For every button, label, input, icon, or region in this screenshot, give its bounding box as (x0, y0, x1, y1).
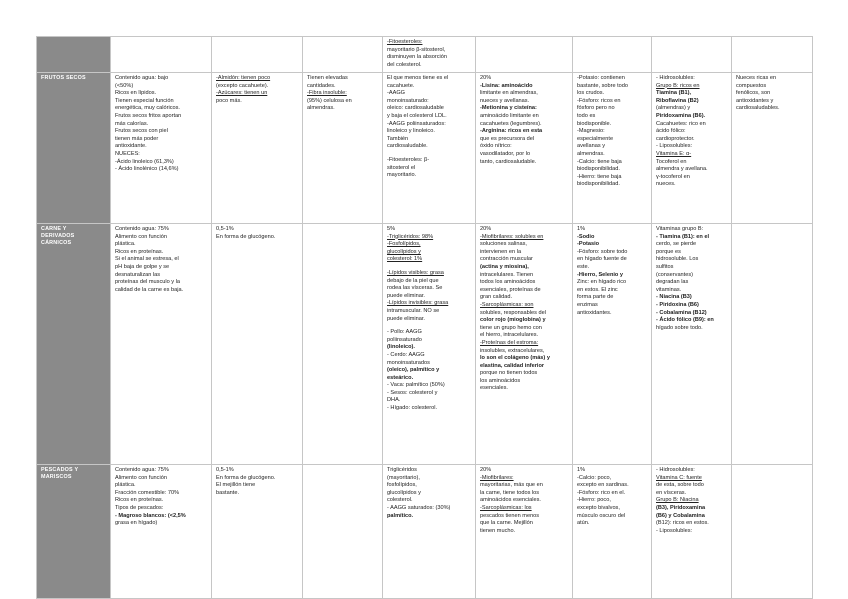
cell-line: -Triglicéridos: 98% (387, 233, 434, 240)
cell-line: fenólicos, son (736, 90, 771, 97)
cell-line: músculo oscuro del (577, 512, 626, 519)
cell-line: tienen más poder (115, 135, 159, 142)
cell-line: (almendras) y (656, 105, 691, 112)
cell-line: este. (577, 263, 590, 270)
cell-line: fósforo pero no (577, 105, 615, 112)
cell-line: hidrosoluble. Los (656, 256, 699, 263)
row-header-label: FRUTOS SECOS (41, 75, 86, 81)
cell-line: - Niacina (B3) (656, 294, 692, 301)
table-cell (111, 37, 212, 73)
cell-line: -Potasio: contienen (577, 75, 625, 81)
cell-line: - Magroso blancos: (<2,5% (115, 512, 186, 519)
cell-line: - AAGG saturados: (30%) (387, 504, 451, 511)
cell-line: disminuyen la absorción (387, 54, 448, 61)
cell-line: (conservantes) (656, 271, 693, 278)
cell-line: colesterol. (387, 497, 413, 504)
cell-line: atún. (577, 520, 590, 527)
cell-line: cacahuete. (387, 82, 415, 89)
table-cell (573, 465, 652, 599)
table-cell (573, 37, 652, 73)
cell-line: Grupo B: Niacina (656, 497, 699, 504)
cell-line: insolubles, extracelulares, (480, 347, 545, 354)
cell-line: (B6) y Cobalamina (656, 512, 705, 519)
cell-line: El mejillón tiene (216, 482, 256, 489)
cell-line: En forma de glucógeno. (216, 474, 276, 481)
cell-line: intracelulares. Tienen (480, 271, 534, 278)
cell-line: Tienen elevadas (307, 75, 348, 81)
cell-line: excepto bivalvos, (577, 504, 620, 511)
cell-line: glucolípidos y (387, 489, 421, 496)
cell-line: -Sarcoplásmicas: son (480, 301, 534, 308)
cell-line: calidad de la carne es baja. (115, 286, 184, 293)
cell-line: avellanas y (577, 143, 605, 150)
cell-line: bastante. (216, 489, 240, 496)
cell-line: puede eliminar. (387, 315, 425, 322)
cell-line: sitosterol el (387, 164, 416, 171)
cell-line: -Hierro: tiene baja (577, 173, 622, 180)
cell-line: Ricos en proteínas. (115, 248, 164, 255)
cell-line: Contenido agua: 75% (115, 467, 169, 473)
cell-line: - Liposolubles: (656, 143, 693, 150)
cell-line: (B3), Piridoxamina (656, 504, 706, 511)
cell-line: -Calcio: poco, (577, 474, 612, 481)
cell-line: grasa en hígado) (115, 520, 158, 527)
cell-line: nueces. (656, 181, 676, 188)
cell-line: cardiosaludable. (387, 143, 428, 150)
table-cell (476, 465, 573, 599)
cell-line: solubles, responsables del (480, 309, 546, 316)
table-cell (383, 73, 476, 224)
cell-line: -Ácido linoleico (61,3%) (115, 158, 174, 165)
cell-line: Piridoxamina (B6). (656, 112, 706, 119)
cell-line: biodisponible. (577, 120, 612, 127)
cell-line: -Arginina: ricos en esta (480, 128, 543, 135)
table-cell (652, 465, 732, 599)
table-cell (212, 73, 303, 224)
cell-line: - Cerdo: AAGG (387, 351, 425, 358)
cell-line: cardioprotector. (656, 135, 695, 142)
cell-line: (mayoritario), (387, 474, 420, 481)
table-cell (383, 37, 476, 73)
cell-line: la carne, tiene todos los (480, 489, 540, 496)
cell-line: palmítico. (387, 512, 414, 519)
cell-line: -Fitoesteroles: β- (387, 156, 430, 163)
cell-line: colesterol: 1% (387, 256, 423, 263)
table-cell (212, 465, 303, 599)
cell-line: los aminoácidos (480, 377, 521, 384)
cell-line: -Fósforo: sobre todo (577, 248, 628, 255)
cell-line: todo es (577, 112, 596, 119)
cell-line: soluciones salinas, (480, 241, 527, 248)
cell-line: plástica. (115, 482, 136, 489)
cell-line: Frutos secos con piel (115, 128, 168, 135)
cell-line: (B12): ricos en estos. (656, 520, 709, 527)
cell-line: poliinsaturado (387, 336, 422, 343)
row-header (37, 224, 111, 465)
cell-line: -Sodio (577, 233, 595, 240)
cell-line: - Vaca: palmítico (50%) (387, 382, 445, 389)
cell-line: 20% (480, 75, 492, 81)
cell-line: poco más. (216, 97, 242, 104)
cell-line: porque no tienen todos (480, 370, 538, 377)
cell-line: Si el animal se estresa, el (115, 256, 179, 263)
table-cell (652, 73, 732, 224)
cell-line: biodisponibilidad. (577, 181, 620, 188)
table-row (37, 224, 813, 465)
cell-line: aminoácidos esenciales. (480, 497, 541, 504)
table-cell (111, 224, 212, 465)
cell-line: monoinsaturados (387, 359, 430, 366)
cell-line: 1% (577, 467, 586, 473)
cell-line: esenciales. (480, 385, 508, 392)
table-cell (652, 224, 732, 465)
cell-line: Ricos en lípidos. (115, 90, 157, 97)
table-cell (303, 224, 383, 465)
cell-line: -Lípidos invisibles: grasa (387, 300, 449, 307)
table-cell (111, 465, 212, 599)
cell-line: Vitaminas grupo B: (656, 226, 704, 232)
cell-line: vasodilatador, por lo (480, 150, 531, 157)
cell-line: bastante, sobre todo (577, 82, 629, 89)
cell-line: -Miofibrilares: solubles en (480, 233, 544, 240)
table-cell (652, 37, 732, 73)
cell-line: antioxidantes. (577, 309, 612, 316)
cell-line: en estos. El zinc (577, 286, 618, 293)
cell-line: color rojo (mioglobina) y (480, 317, 546, 324)
cell-line: (actina y miosina), (480, 263, 529, 270)
cell-line: -Metionina y cisteína: (480, 105, 537, 112)
table-cell (573, 73, 652, 224)
cell-line: plástica. (115, 241, 136, 248)
cell-line: esenciales, proteínas de (480, 286, 541, 293)
cell-line: sulfitos (656, 263, 674, 270)
cell-line: debajo de la piel que (387, 277, 439, 284)
cell-line: 0,5-1% (216, 226, 234, 232)
cell-line: Tocoferol en (656, 158, 687, 165)
table-cell (383, 465, 476, 599)
table-cell (212, 224, 303, 465)
table-cell (476, 73, 573, 224)
cell-line: -Fósforo: rico en el. (577, 489, 626, 496)
table-row (37, 73, 813, 224)
row-header-label: CÁRNICOS (41, 240, 72, 247)
cell-line: Tiamina (B1), (656, 90, 692, 97)
cell-line: Frutos secos fritos aportan (115, 112, 182, 119)
cell-line: ácido fólico: (656, 128, 686, 135)
table-row (37, 37, 813, 73)
cell-line: que la carne. Mejillón (480, 520, 533, 527)
cell-line: óxido nítrico: (480, 143, 512, 150)
cell-line: - Hígado: colesterol. (387, 405, 438, 412)
cell-line: -Fitoesteroles: (387, 39, 423, 45)
cell-line: monoinsaturado: (387, 97, 429, 104)
cell-line: todos los aminoácidos (480, 279, 536, 286)
table-cell (111, 73, 212, 224)
table-cell (212, 37, 303, 73)
cell-line: oleico: cardiosaludable (387, 105, 444, 112)
cell-line: forma parte de (577, 294, 614, 301)
row-header (37, 37, 111, 73)
cell-line: NUECES: (115, 150, 140, 157)
cell-line: (oleico), palmítico y (387, 367, 440, 374)
cell-line: cantidades. (307, 82, 336, 89)
cell-line: Contenido agua: bajo (115, 75, 169, 81)
cell-line: -Lisina: aminoácido (480, 82, 533, 89)
cell-line: glucolípidos y (387, 248, 421, 255)
cell-line: 1% (577, 226, 586, 232)
cell-line: (excepto cacahuete). (216, 82, 269, 89)
cell-line: elastina, calidad inferior (480, 362, 545, 369)
cell-line: -AAGG poliinsaturados: (387, 120, 446, 127)
cell-line: -Fósforo: ricos en (577, 97, 621, 104)
cell-line: Tipos de pescados: (115, 504, 164, 511)
cell-line: que es precursora del (480, 135, 535, 142)
cell-line: cardiosaludables. (736, 105, 780, 112)
cell-line: cerdo, se pierde (656, 241, 697, 248)
table-cell (732, 73, 813, 224)
cell-line: especialmente (577, 135, 614, 142)
cell-line: limitante en almendras, (480, 90, 538, 97)
cell-line: del colesterol. (387, 61, 422, 68)
cell-line: vitaminas. (656, 286, 682, 293)
cell-line: gran calidad. (480, 294, 513, 301)
cell-line: -Lípidos visibles: grasa (387, 269, 444, 276)
cell-line: nueces y avellanas. (480, 97, 530, 104)
cell-line: También (387, 135, 409, 142)
cell-line: energética, muy calóricos. (115, 105, 180, 112)
row-header (37, 73, 111, 224)
cell-line: - Tiamina (B1): en el (656, 233, 710, 240)
row-header-label: MARISCOS (41, 474, 72, 481)
row-header (37, 465, 111, 599)
cell-line: enzimas (577, 301, 598, 308)
cell-line: Riboflavina (B2) (656, 97, 699, 104)
cell-line: Grupo B: ricos en (656, 82, 700, 89)
cell-line: en hígado fuente de (577, 256, 627, 263)
cell-line: tiene un grupo hemo con (480, 324, 542, 331)
table-cell (476, 37, 573, 73)
cell-line: cacahuetes (legumbres). (480, 120, 542, 127)
cell-line: -Miofibrilares: (480, 474, 514, 481)
cell-line: pescados tienen menos (480, 512, 540, 519)
cell-line: DHA. (387, 397, 401, 404)
cell-line: 20% (480, 467, 492, 473)
cell-line: Ricos en proteínas. (115, 497, 164, 504)
cell-line: mayoritarias, más que en (480, 482, 543, 489)
table-cell (476, 224, 573, 465)
cell-line: tienen mucho. (480, 527, 516, 534)
cell-line: tanto, cardiosaludable. (480, 158, 537, 165)
cell-line: -Fibra insoluble: (307, 90, 347, 97)
cell-line: linoleico y linoleico. (387, 128, 435, 135)
cell-line: antioxidantes y (736, 97, 774, 104)
cell-line: y baja el colesterol LDL. (387, 112, 447, 119)
cell-line: - Cobalamina (B12) (656, 309, 707, 316)
table-cell (383, 224, 476, 465)
cell-line: - Pollo: AAGG (387, 329, 422, 336)
cell-line: -AAGG (387, 90, 406, 97)
cell-line: - Hidrosolubles: (656, 75, 695, 81)
cell-line: contracción muscular (480, 256, 533, 263)
cell-line: excepto en sardinas. (577, 482, 629, 489)
cell-line: almendra y avellana. (656, 166, 708, 173)
cell-line: intervienen en la (480, 248, 522, 255)
cell-line: rodea las vísceras. Se (387, 285, 443, 292)
cell-line: - Liposolubles: (656, 527, 693, 534)
cell-line: antioxidante. (115, 143, 147, 150)
cell-line: - Sesos: colesterol y (387, 389, 438, 396)
cell-line: Zinc: en hígado rico (577, 279, 627, 286)
cell-line: hígado sobre todo. (656, 324, 703, 331)
cell-line: mayoritario β-sitosterol, (387, 46, 446, 53)
cell-line: Alimento con función (115, 233, 167, 240)
cell-line: 20% (480, 226, 492, 232)
cell-line: -Sarcoplásmicas: los (480, 504, 532, 511)
cell-line: pH baja de golpe y se (115, 263, 170, 270)
cell-line: degradan las (656, 279, 689, 286)
cell-line: -Hierro, Selenio y (577, 271, 624, 278)
cell-line: -Magnesio: (577, 128, 605, 135)
cell-line: 0,5-1% (216, 467, 234, 473)
row-header-label: PESCADOS Y (41, 467, 79, 473)
cell-line: intramuscular. NO se (387, 307, 440, 314)
cell-line: almendras. (577, 150, 605, 157)
row-header-label: DERIVADOS (41, 233, 75, 240)
cell-line: -Azúcares: tienen un (216, 90, 268, 97)
cell-line: (linoleico). (387, 344, 415, 351)
cell-line: almendras. (307, 105, 335, 112)
cell-line: esteárico. (387, 374, 414, 381)
cell-line: en vísceras. (656, 489, 687, 496)
cell-line: Alimento con función (115, 474, 167, 481)
cell-line: mayoritario. (387, 172, 417, 179)
table-cell (303, 465, 383, 599)
cell-line: 5% (387, 226, 396, 232)
cell-line: Triglicéridos (387, 467, 417, 473)
cell-line: -Calcio: tiene baja (577, 158, 622, 165)
cell-line: El que menos tiene es el (387, 75, 449, 81)
cell-line: biodisponibilidad. (577, 166, 620, 173)
cell-line: Contenido agua: 75% (115, 226, 169, 232)
cell-line: fosfolípidos, (387, 482, 417, 489)
cell-line: -Proteínas del estroma: (480, 339, 539, 346)
nutrition-table (36, 36, 813, 599)
cell-line: aminoácido limitante en (480, 112, 539, 119)
cell-line: los crudos. (577, 90, 605, 97)
cell-line: (95%) celulosa en (307, 97, 352, 104)
cell-line: Vitamina E: α- (656, 150, 692, 157)
cell-line: - Ácido linolénico (14,6%) (115, 166, 179, 173)
table-cell (303, 37, 383, 73)
cell-line: compuestos (736, 82, 767, 89)
cell-line: - Hidrosolubles: (656, 467, 695, 473)
cell-line: γ-tocoferol en (656, 173, 690, 180)
table-cell (303, 73, 383, 224)
table-row (37, 465, 813, 599)
cell-line: porque es (656, 248, 681, 255)
cell-line: proteínas del musculo y la (115, 279, 180, 286)
cell-line: Fracción comestible: 70% (115, 489, 180, 496)
cell-line: Cacahuetes: rico en (656, 120, 706, 127)
cell-line: -Almidón: tienen poco (216, 75, 271, 81)
cell-line: En forma de glucógeno. (216, 233, 276, 240)
table-cell (732, 37, 813, 73)
row-header-label: CARNE Y (41, 226, 67, 232)
cell-line: - Piridoxina (B6) (656, 301, 699, 308)
cell-line: - Ácido fólico (B9): en (656, 317, 714, 324)
cell-line: -Potasio (577, 241, 600, 248)
cell-line: -Fosfolípidos, (387, 241, 421, 248)
cell-line: el hierro, intracelulares. (480, 332, 539, 339)
cell-line: lo son el colágeno (más) y (480, 355, 550, 362)
cell-line: (<50%) (115, 82, 134, 89)
cell-line: desnaturalizan las (115, 271, 161, 278)
cell-line: Vitamina C: fuente (656, 474, 702, 481)
cell-line: más calorías. (115, 120, 149, 127)
table-cell (573, 224, 652, 465)
cell-line: puede eliminar. (387, 292, 425, 299)
cell-line: Tienen especial función (115, 97, 174, 104)
cell-line: -Hierro: poco, (577, 497, 611, 504)
table-cell (732, 224, 813, 465)
table-cell (732, 465, 813, 599)
cell-line: Nueces ricas en (736, 75, 777, 81)
cell-line: de esta, sobre todo (656, 482, 704, 489)
